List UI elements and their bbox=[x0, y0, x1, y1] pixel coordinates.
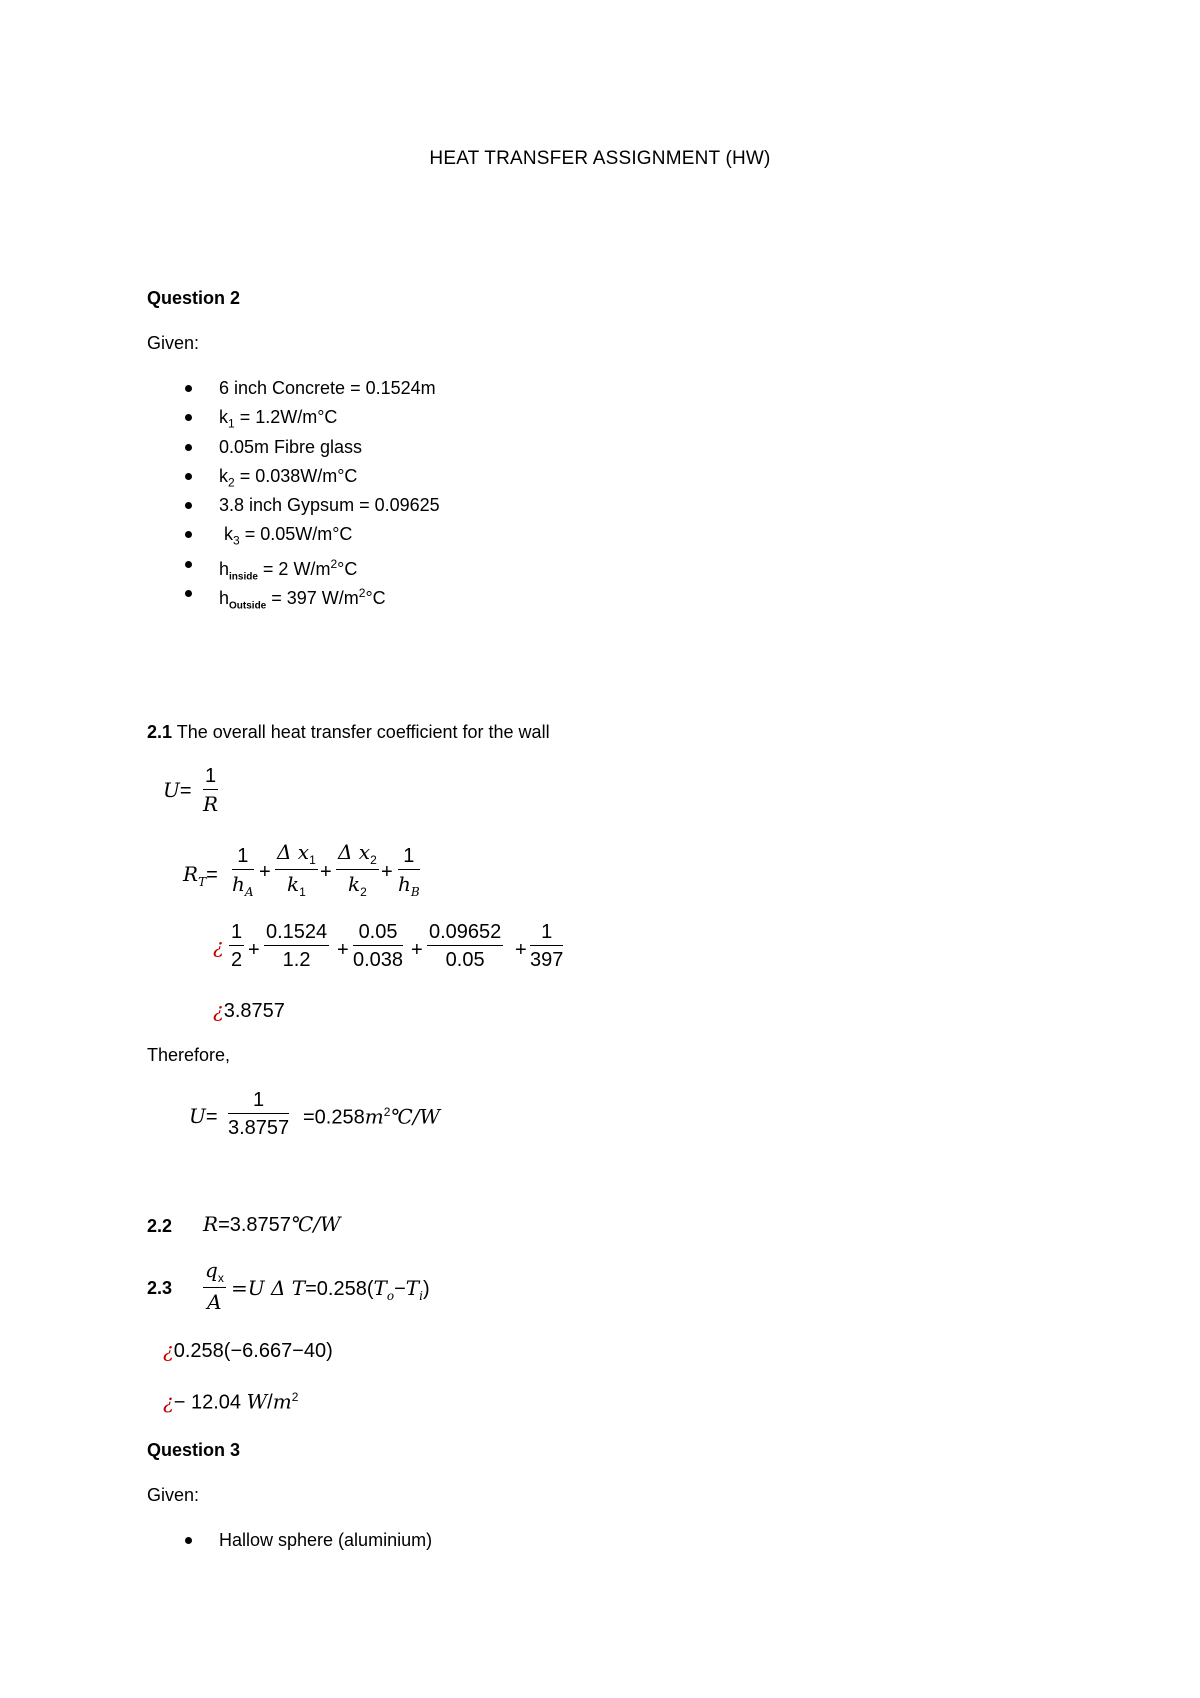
rt-term-3: $\frac{\Delta x_2}{k_2}$ bbox=[338, 840, 377, 899]
rt-term-1: $\frac{1}{h_A}$ bbox=[232, 845, 254, 899]
continuation-mark: ¿ bbox=[213, 934, 224, 958]
plus-sign: + bbox=[320, 861, 332, 883]
u-result: $=0.258m^2℃/W$ bbox=[303, 1104, 441, 1129]
list-item: $h_{Outside} = 397$ $W/m^2^\circ C$ bbox=[185, 579, 440, 608]
u-symbol: U= bbox=[163, 778, 192, 802]
list-item: $k_2 = 0.038W/m^\circ C$ bbox=[185, 462, 440, 491]
given-label: Given: bbox=[147, 333, 200, 353]
plus-sign: + bbox=[259, 861, 271, 883]
list-item: Hallow sphere (aluminium) bbox=[185, 1526, 432, 1555]
question-3-heading: Question 3 bbox=[147, 1440, 241, 1460]
given-label: Given: bbox=[147, 1485, 200, 1505]
num-term-2: $\frac{0.1524}{1.2}$ bbox=[266, 921, 328, 971]
heat-flux-expression: =U Δ $T=0.258(T_o-T_i)$ bbox=[231, 1276, 430, 1303]
heat-flux-result: ¿− 12.04 $W/m^2$ bbox=[163, 1389, 299, 1414]
num-term-1: $\frac{1}{2}$ bbox=[231, 921, 243, 971]
num-term-5: $\frac{1}{397}$ bbox=[530, 921, 564, 971]
question-2-heading: Question 2 bbox=[147, 288, 241, 308]
list-item: 6 inch Concrete = 0.1524m bbox=[185, 374, 440, 403]
plus-sign: + bbox=[411, 939, 423, 961]
section-2-3-heading: 2.3 bbox=[147, 1278, 173, 1298]
num-term-3: $\frac{0.05}{0.038}$ bbox=[353, 921, 404, 971]
given-list bbox=[185, 1526, 432, 1555]
list-item: $k_1 = 1.2W/m^\circ C$ bbox=[185, 403, 440, 432]
num-term-4: $\frac{0.09652}{0.05}$ bbox=[429, 921, 502, 971]
section-2-2-heading: 2.2 bbox=[147, 1216, 173, 1236]
list-item: 3.8 inch Gypsum = 0.09625 bbox=[185, 491, 440, 520]
heat-flux-substitution: ¿0.258(−6.667−40) bbox=[163, 1338, 333, 1362]
therefore-text: Therefore, bbox=[147, 1045, 231, 1065]
rt-term-4: $\frac{1}{h_B}$ bbox=[398, 845, 420, 899]
u-symbol: U= bbox=[189, 1104, 218, 1128]
list-item: $h_{inside} = 2$ $W/m^2^\circ C$ bbox=[185, 550, 440, 579]
u-value-fraction: $\frac{1}{3.8757}$ bbox=[228, 1089, 290, 1139]
list-item: $k_3 = 0.05W/m^\circ C$ bbox=[185, 520, 440, 549]
plus-sign: + bbox=[337, 939, 349, 961]
r-value: R=3.8757℃/W bbox=[203, 1212, 341, 1236]
u-fraction: $\frac{1}{R}$ bbox=[203, 765, 219, 816]
rt-symbol: $R_T=$ bbox=[183, 862, 218, 889]
document-title: HEAT TRANSFER ASSIGNMENT (HW) bbox=[429, 148, 771, 169]
given-list bbox=[185, 374, 440, 612]
heat-flux-fraction: $\frac{q_x}{A}$ bbox=[205, 1258, 224, 1314]
plus-sign: + bbox=[248, 939, 260, 961]
list-item: 0.05m Fibre glass bbox=[185, 433, 440, 462]
rt-result: ¿3.8757 bbox=[213, 998, 285, 1022]
plus-sign: + bbox=[515, 939, 527, 961]
plus-sign: + bbox=[381, 861, 393, 883]
rt-term-2: $\frac{\Delta x_1}{k_1}$ bbox=[277, 840, 316, 899]
section-2-1-heading: 2.1 The overall heat transfer coefficient for the wall bbox=[147, 722, 550, 742]
